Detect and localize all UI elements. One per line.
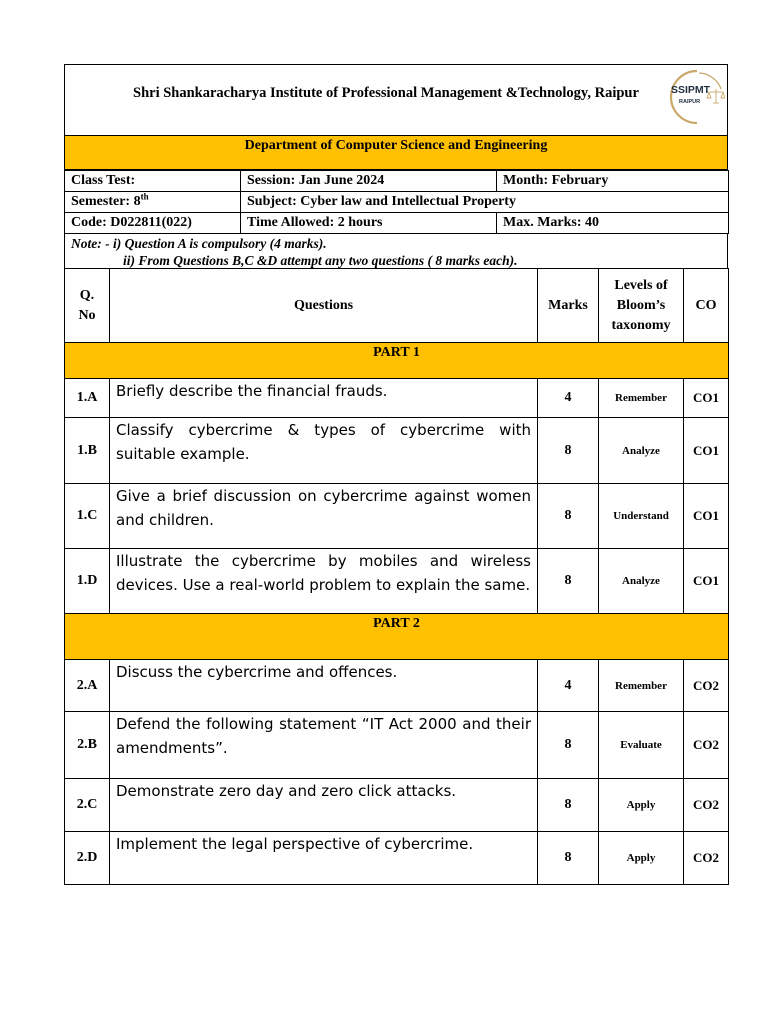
semester-superscript: th — [140, 191, 149, 202]
question-co: CO2 — [684, 712, 729, 779]
table-row — [65, 832, 729, 885]
question-bloom-level: Apply — [599, 779, 684, 832]
instructions-note — [64, 234, 728, 268]
question-bloom-level: Remember — [599, 660, 684, 712]
question-marks: 8 — [538, 832, 599, 885]
question-marks: 8 — [538, 712, 599, 779]
question-co: CO1 — [684, 379, 729, 418]
question-text: Demonstrate zero day and zero click attacks. — [110, 779, 538, 832]
semester-label: Semester: 8th — [65, 192, 241, 213]
question-marks: 4 — [538, 379, 599, 418]
question-bloom-level: Remember — [599, 379, 684, 418]
question-number: 2.A — [65, 660, 110, 712]
code-label: Code: D022811(022) — [65, 213, 241, 234]
max-marks-label: Max. Marks: 40 — [497, 213, 729, 234]
question-co: CO2 — [684, 779, 729, 832]
column-header-co: CO — [684, 269, 729, 343]
question-bloom-level: Apply — [599, 832, 684, 885]
question-number: 2.C — [65, 779, 110, 832]
question-marks: 8 — [538, 484, 599, 549]
question-number: 2.B — [65, 712, 110, 779]
part-header-row — [65, 614, 729, 660]
question-text: Classify cybercrime & types of cybercrime with suitable example. — [110, 418, 538, 484]
question-number: 1.A — [65, 379, 110, 418]
column-header-marks: Marks — [538, 269, 599, 343]
paper-header — [64, 64, 728, 135]
question-co: CO1 — [684, 484, 729, 549]
question-marks: 8 — [538, 779, 599, 832]
logo-text: SSIPMT — [671, 84, 711, 96]
part-title: PART 1 — [65, 343, 729, 379]
question-bloom-level: Analyze — [599, 549, 684, 614]
month-label: Month: February — [497, 171, 729, 192]
question-co: CO1 — [684, 418, 729, 484]
question-text: Discuss the cybercrime and offences. — [110, 660, 538, 712]
part-title: PART 2 — [65, 614, 729, 660]
department-banner: Department of Computer Science and Engineering — [64, 135, 728, 170]
part-header-row — [65, 343, 729, 379]
question-paper — [64, 64, 728, 885]
column-header-bloom: Levels of Bloom’s taxonomy — [599, 269, 684, 343]
logo-subtext: RAIPUR — [679, 99, 701, 105]
question-text: Give a brief discussion on cybercrime against women and children. — [110, 484, 538, 549]
question-marks: 8 — [538, 549, 599, 614]
question-bloom-level: Understand — [599, 484, 684, 549]
table-row — [65, 549, 729, 614]
time-allowed-label: Time Allowed: 2 hours — [241, 213, 497, 234]
table-row — [65, 379, 729, 418]
institute-name: Shri Shankaracharya Institute of Professional Management &Technology, Raipur — [133, 85, 639, 101]
question-marks: 8 — [538, 418, 599, 484]
question-number: 2.D — [65, 832, 110, 885]
note-line-1: Note: - i) Question A is compulsory (4 marks). — [71, 236, 327, 251]
subject-label: Subject: Cyber law and Intellectual Property — [241, 192, 729, 213]
question-number: 1.D — [65, 549, 110, 614]
table-row — [65, 779, 729, 832]
question-number: 1.B — [65, 418, 110, 484]
question-text: Defend the following statement “IT Act 2000 and their amendments”. — [110, 712, 538, 779]
table-row — [65, 660, 729, 712]
class-test-label: Class Test: — [65, 171, 241, 192]
table-row — [65, 484, 729, 549]
questions-table — [64, 268, 729, 885]
question-text: Implement the legal perspective of cybercrime. — [110, 832, 538, 885]
column-header-qno: Q. No — [65, 269, 110, 343]
note-line-2: ii) From Questions B,C &D attempt any two questions ( 8 marks each). — [123, 253, 518, 268]
session-label: Session: Jan June 2024 — [241, 171, 497, 192]
questions-body — [65, 343, 729, 885]
question-co: CO2 — [684, 832, 729, 885]
question-number: 1.C — [65, 484, 110, 549]
question-text: Briefly describe the financial frauds. — [110, 379, 538, 418]
question-marks: 4 — [538, 660, 599, 712]
question-co: CO1 — [684, 549, 729, 614]
table-row — [65, 418, 729, 484]
question-bloom-level: Analyze — [599, 418, 684, 484]
column-header-questions: Questions — [110, 269, 538, 343]
question-co: CO2 — [684, 660, 729, 712]
question-bloom-level: Evaluate — [599, 712, 684, 779]
table-row — [65, 712, 729, 779]
exam-info-table — [64, 170, 729, 234]
question-text: Illustrate the cybercrime by mobiles and wireless devices. Use a real-world problem to explain the same. — [110, 549, 538, 614]
institute-logo — [663, 67, 725, 127]
